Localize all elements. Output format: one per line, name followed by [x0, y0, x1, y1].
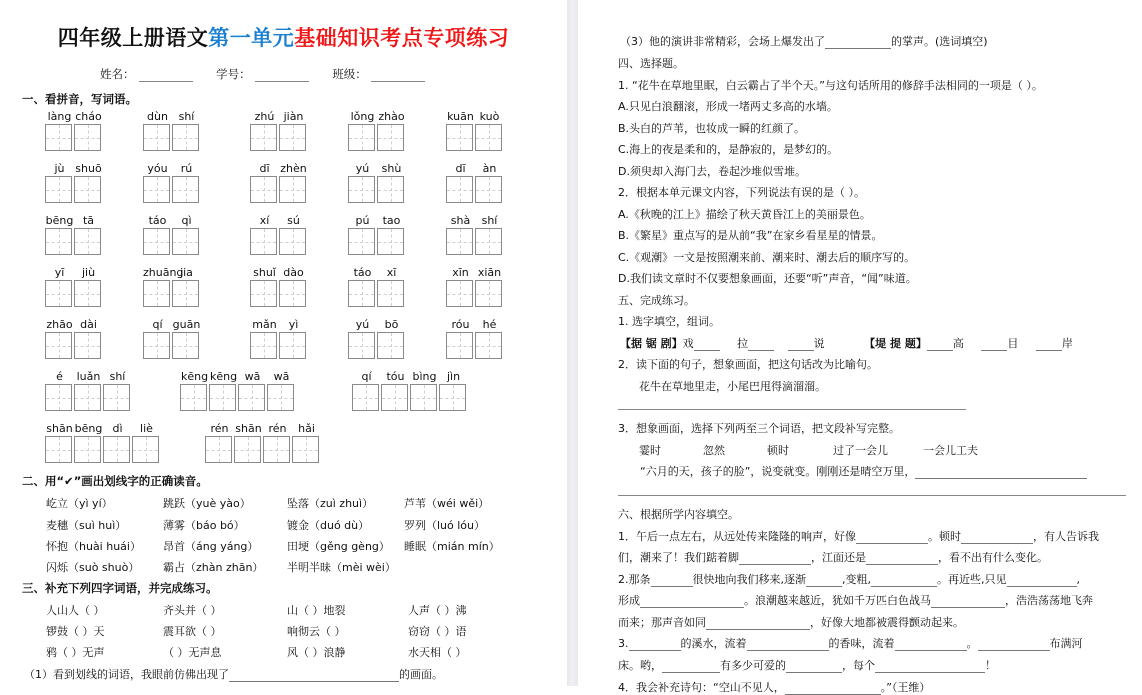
answer-blank[interactable]: [651, 575, 693, 587]
answer-blank[interactable]: [1007, 575, 1077, 587]
pinyin-syllable: shuō: [75, 162, 102, 175]
class-field: 班级：: [332, 66, 425, 82]
pinyin-syllable: shí: [109, 370, 126, 383]
pinyin-word: [143, 266, 201, 307]
pinyin-word: [446, 110, 504, 151]
pinyin-word: [446, 162, 504, 203]
answer-blank[interactable]: [978, 639, 1050, 651]
pinyin-syllable: pú: [355, 214, 370, 227]
character-writing-box[interactable]: [377, 176, 404, 203]
q2-option-a[interactable]: A.《秋晚的江上》描绘了秋天黄昏江上的美丽景色。: [618, 208, 871, 221]
character-writing-box[interactable]: [377, 280, 404, 307]
title-part-unit: 第一单元: [208, 26, 295, 50]
q1-option-a[interactable]: A.只见白浪翻滚，形成一堵两丈多高的水墙。: [618, 100, 838, 113]
pinyin-word: [45, 266, 103, 307]
section-5-heading: 五、完成练习。: [618, 294, 695, 307]
pinyin-syllable: é: [56, 370, 63, 383]
character-writing-box[interactable]: [267, 384, 294, 411]
pinyin-syllable: qí: [361, 370, 372, 383]
character-writing-box[interactable]: [45, 228, 72, 255]
character-writing-box[interactable]: [250, 228, 277, 255]
section-2-heading: 二、用“✔”画出划线字的正确读音。: [22, 474, 208, 488]
pinyin-syllable: táo: [148, 214, 167, 227]
pinyin-syllable: shān: [46, 422, 73, 435]
character-writing-box[interactable]: [279, 176, 306, 203]
pinyin-word: [45, 422, 161, 463]
q2-option-b[interactable]: B.《繁星》重点写的是从前“我”在家乡看星星的情景。: [618, 229, 883, 242]
character-writing-box[interactable]: [143, 124, 170, 151]
pinyin-syllable: yú: [355, 318, 370, 331]
fill-in-line: 们，潮来了！我们踮着脚 ，江面还是 ，看不出有什么变化。: [618, 551, 1048, 564]
document-page-1: [0, 0, 567, 686]
pronunciation-item[interactable]: 麦穗（suì huì）: [46, 519, 127, 532]
idiom-item[interactable]: 震耳欲（ ）: [163, 625, 222, 638]
character-writing-box[interactable]: [279, 124, 306, 151]
character-writing-box[interactable]: [74, 176, 101, 203]
pinyin-word: [348, 266, 406, 307]
pinyin-syllable: táo: [353, 266, 372, 279]
pinyin-syllable: xī: [386, 266, 397, 279]
fill-in-line: 而来；那声音如同 ，好像大地都被震得颤动起来。: [618, 616, 964, 629]
answer-blank[interactable]: [788, 339, 814, 351]
pinyin-syllable: qì: [181, 214, 192, 227]
character-writing-box[interactable]: [74, 332, 101, 359]
pinyin-syllable: zhú: [254, 110, 275, 123]
pinyin-syllable: xiān: [477, 266, 502, 279]
character-writing-box[interactable]: [263, 436, 290, 463]
pinyin-syllable: rú: [180, 162, 193, 175]
character-writing-box[interactable]: [377, 124, 404, 151]
pinyin-word: [250, 214, 308, 255]
pinyin-syllable: zhuāng: [143, 266, 184, 279]
character-writing-box[interactable]: [348, 176, 375, 203]
character-writing-box[interactable]: [250, 332, 277, 359]
character-writing-box[interactable]: [279, 332, 306, 359]
answer-blank[interactable]: [747, 639, 829, 651]
character-writing-box[interactable]: [250, 280, 277, 307]
section-5-question-3: 3．想象画面，选择下列两至三个词语，把文段补写完整。: [618, 422, 900, 435]
q1-option-d[interactable]: D.须臾却入海门去，卷起沙堆似雪堆。: [618, 165, 806, 178]
student-id-blank[interactable]: [255, 69, 309, 82]
pinyin-syllable: jia: [180, 266, 193, 279]
pinyin-syllable: yóu: [147, 162, 168, 175]
pinyin-syllable: zhào: [378, 110, 405, 123]
pinyin-syllable: zhèn: [280, 162, 307, 175]
pinyin-syllable: jù: [54, 162, 65, 175]
character-writing-box[interactable]: [250, 176, 277, 203]
answer-line[interactable]: [618, 495, 1126, 496]
character-writing-box[interactable]: [352, 384, 379, 411]
pinyin-syllable: dùn: [147, 110, 168, 123]
pinyin-syllable: wā: [244, 370, 261, 383]
character-writing-box[interactable]: [377, 332, 404, 359]
pinyin-word: [348, 318, 406, 359]
fill-in-line: 床。哟， 有多少可爱的 ，每个 ！: [618, 659, 996, 672]
character-writing-box[interactable]: [348, 280, 375, 307]
pinyin-syllable: rén: [210, 422, 229, 435]
character-writing-box[interactable]: [348, 228, 375, 255]
word-bank: 霎时 忽然 顿时 过了一会儿 一会儿工夫: [639, 444, 978, 457]
pinyin-syllable: qí: [152, 318, 163, 331]
answer-blank[interactable]: [786, 661, 842, 673]
character-writing-box[interactable]: [143, 228, 170, 255]
class-blank[interactable]: [371, 69, 425, 82]
title-part-grade: 四年级上册语文: [57, 26, 209, 50]
character-writing-box[interactable]: [475, 228, 502, 255]
student-info-fields: [100, 66, 445, 82]
fill-in-line: 2.那条 很快地向我们移来,逐渐 ,变粗, 。再近些,只见 ,: [618, 573, 1080, 586]
pinyin-syllable: bēng: [74, 422, 103, 435]
q2-option-d[interactable]: D.我们读文章时不仅要想象画面，还要“听”声音，“闻”味道。: [618, 272, 917, 285]
character-writing-box[interactable]: [348, 124, 375, 151]
pinyin-syllable: róu: [451, 318, 470, 331]
answer-blank[interactable]: [748, 339, 774, 351]
answer-blank[interactable]: [981, 339, 1007, 351]
character-writing-box[interactable]: [410, 384, 437, 411]
character-writing-box[interactable]: [377, 228, 404, 255]
character-writing-box[interactable]: [45, 436, 72, 463]
character-writing-box[interactable]: [103, 384, 130, 411]
pinyin-syllable: liè: [140, 422, 153, 435]
sentence-to-rewrite: 花牛在草地里走，小尾巴甩得滴溜溜。: [639, 380, 826, 393]
choice-question-2: 2．根据本单元课文内容，下列说法有误的是（ ）。: [618, 186, 865, 199]
pinyin-word: [205, 422, 321, 463]
q1-option-c[interactable]: C.海上的夜是柔和的，是静寂的，是梦幻的。: [618, 143, 839, 156]
answer-blank[interactable]: [927, 339, 953, 351]
character-writing-box[interactable]: [103, 436, 130, 463]
answer-blank[interactable]: [875, 661, 985, 673]
pronunciation-item[interactable]: 跳跃（yuè yào）: [163, 497, 251, 510]
answer-blank[interactable]: [825, 37, 891, 49]
pronunciation-item[interactable]: 睡眠（mián mín）: [404, 540, 500, 553]
pinyin-syllable: guān: [172, 318, 201, 331]
answer-blank[interactable]: [1036, 339, 1062, 351]
answer-blank[interactable]: [866, 553, 938, 565]
pinyin-syllable: shà: [450, 214, 471, 227]
answer-blank[interactable]: [806, 575, 842, 587]
pinyin-syllable: cháo: [75, 110, 102, 123]
pinyin-syllable: yī: [54, 266, 65, 279]
pinyin-word: [143, 214, 201, 255]
fill-in-line: 形成 。浪潮越来越近，犹如千万匹白色战马 ，浩浩荡荡地飞奔: [618, 594, 1093, 607]
section-6-heading: 六、根据所学内容填空。: [618, 508, 739, 521]
pinyin-word: [45, 370, 132, 411]
answer-blank[interactable]: [961, 532, 1033, 544]
character-writing-box[interactable]: [74, 280, 101, 307]
choice-question-1: 1. “花牛在草地里眠，白云霸占了半个天。”与这句话所用的修辞手法相同的一项是（ ）。: [618, 79, 1043, 92]
pinyin-word: [45, 318, 103, 359]
section-1-heading: 一、看拼音，写词语。: [22, 92, 137, 106]
pinyin-syllable: mǎn: [252, 318, 277, 331]
pinyin-syllable: dì: [112, 422, 123, 435]
idiom-item[interactable]: 齐头并（ ）: [163, 604, 222, 617]
pinyin-syllable: tóu: [386, 370, 405, 383]
pinyin-syllable: dào: [283, 266, 304, 279]
character-writing-box[interactable]: [132, 436, 159, 463]
answer-blank[interactable]: [662, 661, 720, 673]
character-writing-box[interactable]: [205, 436, 232, 463]
idiom-item[interactable]: 人山人（ ）: [46, 604, 105, 617]
pinyin-syllable: hǎi: [298, 422, 315, 435]
fill-in-line: 3. 的溪水，流着 的香味，流着 。 布满河: [618, 637, 1083, 650]
pinyin-syllable: hé: [482, 318, 497, 331]
answer-blank[interactable]: [915, 467, 1087, 479]
pinyin-syllable: bēng: [45, 214, 74, 227]
pinyin-syllable: shān: [235, 422, 262, 435]
pinyin-word: [348, 110, 406, 151]
character-writing-box[interactable]: [74, 228, 101, 255]
character-writing-box[interactable]: [45, 124, 72, 151]
answer-blank[interactable]: [931, 596, 1005, 608]
answer-blank[interactable]: [895, 639, 967, 651]
character-writing-box[interactable]: [446, 332, 473, 359]
page-title: [0, 22, 567, 52]
pronunciation-item[interactable]: 芦苇（wéi wěi）: [404, 497, 490, 510]
pronunciation-item[interactable]: 怀抱（huài huái）: [46, 540, 141, 553]
student-id-field: 学号：: [216, 66, 309, 82]
pinyin-syllable: rén: [268, 422, 287, 435]
character-writing-box[interactable]: [74, 436, 101, 463]
character-writing-box[interactable]: [348, 332, 375, 359]
pronunciation-item[interactable]: 屹立（yì yí）: [46, 497, 113, 510]
pinyin-syllable: bìng: [412, 370, 437, 383]
pinyin-syllable: shí: [481, 214, 498, 227]
idiom-item[interactable]: 锣鼓（ ）天: [46, 625, 105, 638]
fill-in-line: 1．午后一点左右，从远处传来隆隆的响声，好像 。顿时 ，有人告诉我: [618, 530, 1099, 543]
character-writing-box[interactable]: [143, 176, 170, 203]
character-writing-box[interactable]: [439, 384, 466, 411]
character-writing-box[interactable]: [446, 176, 473, 203]
idiom-item[interactable]: 山（ ）地裂: [287, 604, 346, 617]
pinyin-word: [45, 214, 103, 255]
character-writing-box[interactable]: [143, 280, 170, 307]
pinyin-word: [348, 162, 406, 203]
pinyin-syllable: dī: [259, 162, 270, 175]
paragraph-to-complete: “六月的天，孩子的脸”，说变就变。刚刚还是晴空万里，: [640, 463, 1087, 479]
pinyin-syllable: zhāo: [46, 318, 73, 331]
pinyin-syllable: kuān: [447, 110, 474, 123]
pinyin-word: [45, 110, 103, 151]
idiom-item[interactable]: 鸦（ ）无声: [46, 646, 105, 659]
character-writing-box[interactable]: [279, 280, 306, 307]
pinyin-word: [348, 214, 406, 255]
pronunciation-item[interactable]: 坠落（zuì zhuì）: [287, 497, 374, 510]
fill-in-line: 4．我会补充诗句：“空山不见人， 。”（王维）: [618, 681, 931, 694]
pinyin-word: [250, 266, 308, 307]
answer-blank[interactable]: [229, 670, 399, 682]
character-writing-box[interactable]: [475, 280, 502, 307]
pinyin-word: [250, 162, 308, 203]
character-writing-box[interactable]: [172, 280, 199, 307]
character-writing-box[interactable]: [180, 384, 207, 411]
answer-blank[interactable]: [871, 575, 937, 587]
answer-blank[interactable]: [706, 618, 810, 630]
pinyin-syllable: shuǐ: [253, 266, 276, 279]
q2-option-c[interactable]: C.《观潮》一文是按照潮来前、潮来时、潮去后的顺序写的。: [618, 251, 916, 264]
pinyin-syllable: shù: [381, 162, 402, 175]
idiom-item[interactable]: 窃窃（ ）语: [408, 625, 467, 638]
name-field: 姓名：: [100, 66, 193, 82]
pinyin-word: [446, 214, 504, 255]
pinyin-syllable: luǎn: [76, 370, 101, 383]
pronunciation-item[interactable]: 薄雾（báo bó）: [163, 519, 245, 532]
character-writing-box[interactable]: [172, 228, 199, 255]
idiom-item[interactable]: （ ）无声息: [163, 646, 222, 659]
pinyin-word: [143, 318, 201, 359]
pronunciation-item[interactable]: 田埂（gěng gèng）: [287, 540, 390, 553]
pinyin-word: [352, 370, 468, 411]
pronunciation-item[interactable]: 闪烁（suò shuò）: [46, 561, 140, 574]
character-writing-box[interactable]: [446, 124, 473, 151]
pinyin-syllable: jiàn: [283, 110, 304, 123]
character-writing-box[interactable]: [45, 176, 72, 203]
section-4-heading: 四、选择题。: [618, 57, 684, 70]
character-writing-box[interactable]: [446, 280, 473, 307]
answer-blank[interactable]: [856, 532, 928, 544]
pinyin-syllable: kēng: [209, 370, 238, 383]
pinyin-syllable: kēng: [180, 370, 209, 383]
section-5-question-2: 2．读下面的句子，想象画面，把这句话改为比喻句。: [618, 358, 878, 371]
idiom-item[interactable]: 人声（ ）沸: [408, 604, 467, 617]
character-writing-box[interactable]: [45, 280, 72, 307]
pinyin-syllable: lǒng: [350, 110, 375, 123]
character-writing-box[interactable]: [381, 384, 408, 411]
title-part-topic: 基础知识考点专项练习: [294, 26, 510, 50]
section-3-question-3: （3）他的演讲非常精彩，会场上爆发出了 的掌声。(选词填空): [620, 35, 988, 48]
idiom-item[interactable]: 响彻云（ ）: [287, 625, 346, 638]
character-writing-box[interactable]: [238, 384, 265, 411]
character-writing-box[interactable]: [209, 384, 236, 411]
document-page-2: [578, 0, 1142, 694]
pinyin-syllable: làng: [47, 110, 72, 123]
pinyin-syllable: kuò: [479, 110, 500, 123]
section-3-heading: 三、补充下列四字词语，并完成练习。: [22, 581, 218, 595]
section-5-question-1: 1. 选字填空，组词。: [618, 315, 720, 328]
pinyin-syllable: shí: [178, 110, 195, 123]
pinyin-syllable: dài: [80, 318, 97, 331]
pronunciation-item[interactable]: 罗列（luó lóu）: [404, 519, 486, 532]
pinyin-syllable: bō: [384, 318, 399, 331]
answer-blank[interactable]: [694, 339, 720, 351]
pinyin-word: [45, 162, 103, 203]
character-writing-box[interactable]: [234, 436, 261, 463]
character-writing-box[interactable]: [172, 124, 199, 151]
word-choice-row: 【据 锯 剧】戏 拉 说 【堤 提 题】 高 目 岸: [620, 337, 1073, 350]
pinyin-syllable: tao: [382, 214, 401, 227]
pronunciation-item[interactable]: 半明半昧（mèi wèi）: [287, 561, 396, 574]
pinyin-word: [446, 266, 504, 307]
character-writing-box[interactable]: [172, 332, 199, 359]
idiom-item[interactable]: 风（ ）浪静: [287, 646, 346, 659]
idiom-item[interactable]: 水天相（ ）: [408, 646, 467, 659]
character-writing-box[interactable]: [475, 332, 502, 359]
character-writing-box[interactable]: [250, 124, 277, 151]
pinyin-syllable: xí: [259, 214, 270, 227]
pinyin-syllable: tā: [82, 214, 95, 227]
page-separator: [567, 0, 578, 686]
character-writing-box[interactable]: [279, 228, 306, 255]
character-writing-box[interactable]: [45, 332, 72, 359]
character-writing-box[interactable]: [446, 228, 473, 255]
pinyin-word: [250, 318, 308, 359]
pinyin-word: [180, 370, 296, 411]
character-writing-box[interactable]: [172, 176, 199, 203]
answer-line[interactable]: [618, 409, 966, 410]
answer-blank[interactable]: [739, 553, 811, 565]
pinyin-syllable: àn: [482, 162, 497, 175]
section-3-question-1: （1）看到划线的词语，我眼前仿佛出现了 的画面。: [24, 668, 443, 681]
character-writing-box[interactable]: [292, 436, 319, 463]
answer-blank[interactable]: [629, 639, 681, 651]
pinyin-syllable: wā: [273, 370, 290, 383]
pinyin-word: [143, 110, 201, 151]
pinyin-word: [446, 318, 504, 359]
q1-option-b[interactable]: B.头白的芦苇，也妆成一瞬的红颜了。: [618, 122, 806, 135]
character-writing-box[interactable]: [143, 332, 170, 359]
pinyin-syllable: sú: [287, 214, 300, 227]
pronunciation-item[interactable]: 昂首（áng yáng）: [163, 540, 259, 553]
pinyin-syllable: jìn: [446, 370, 461, 383]
character-writing-box[interactable]: [475, 124, 502, 151]
character-writing-box[interactable]: [45, 384, 72, 411]
character-writing-box[interactable]: [74, 384, 101, 411]
pinyin-word: [250, 110, 308, 151]
pronunciation-item[interactable]: 镀金（duó dù）: [287, 519, 370, 532]
answer-blank[interactable]: [640, 596, 744, 608]
pinyin-syllable: dī: [455, 162, 466, 175]
pinyin-word: [143, 162, 201, 203]
answer-blank[interactable]: [785, 683, 881, 695]
pinyin-syllable: yì: [288, 318, 299, 331]
name-blank[interactable]: [139, 69, 193, 82]
character-writing-box[interactable]: [74, 124, 101, 151]
pinyin-syllable: xīn: [452, 266, 469, 279]
pinyin-syllable: jiù: [81, 266, 96, 279]
pronunciation-item[interactable]: 霸占（zhàn zhān）: [163, 561, 264, 574]
pinyin-syllable: yú: [355, 162, 370, 175]
character-writing-box[interactable]: [475, 176, 502, 203]
